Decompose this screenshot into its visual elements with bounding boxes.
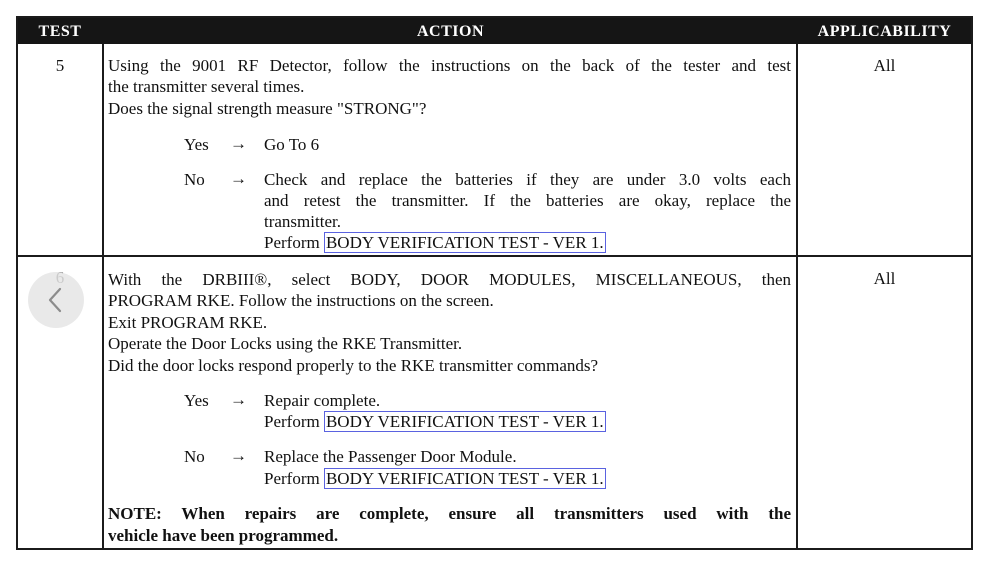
action-line: Does the signal strength measure "STRONG"? (108, 99, 427, 118)
header-action: ACTION (416, 23, 484, 40)
body-verification-test-link[interactable]: BODY VERIFICATION TEST - VER 1. (325, 233, 604, 252)
header-test: TEST (38, 23, 82, 40)
action-line: PROGRAM RKE. Follow the instructions on the screen. (108, 291, 494, 310)
perform-label: Perform (264, 233, 320, 252)
no-action-line: and retest the transmitter. If the batteries are okay, replace the (264, 191, 791, 210)
action-line: Exit PROGRAM RKE. (108, 313, 268, 332)
perform-line (264, 232, 606, 253)
table-header (18, 18, 971, 44)
arrow-icon: → (230, 446, 247, 465)
yes-label: Yes (184, 391, 209, 410)
applicability-value: All (873, 56, 896, 75)
action-line: Did the door locks respond properly to the RKE transmitter commands? (108, 356, 599, 375)
body-verification-test-link[interactable]: BODY VERIFICATION TEST - VER 1. (325, 469, 604, 488)
yes-action: Go To 6 (264, 135, 320, 154)
perform-line (264, 411, 606, 432)
arrow-icon: → (230, 390, 247, 409)
yes-label: Yes (184, 135, 209, 154)
no-action-line: Check and replace the batteries if they are under 3.0 volts each (264, 170, 791, 189)
yes-action: Repair complete. (264, 391, 381, 410)
previous-page-button[interactable] (28, 272, 84, 328)
action-line: Operate the Door Locks using the RKE Transmitter. (108, 334, 463, 353)
row-divider (18, 255, 971, 257)
note-line: vehicle have been programmed. (108, 526, 339, 545)
diagnostic-table (16, 16, 973, 550)
note-line: NOTE: When repairs are complete, ensure all transmitters used with the (108, 504, 791, 523)
body-verification-test-link[interactable]: BODY VERIFICATION TEST - VER 1. (325, 412, 604, 431)
column-divider (102, 44, 104, 550)
no-action-line: transmitter. (264, 212, 341, 231)
perform-line (264, 468, 606, 489)
arrow-icon: → (230, 169, 247, 188)
no-label: No (184, 447, 205, 466)
perform-label: Perform (264, 412, 320, 431)
header-applicability: APPLICABILITY (817, 23, 952, 40)
applicability-value: All (873, 269, 896, 288)
action-line: With the DRBIII®, select BODY, DOOR MODULES, MISCELLANEOUS, then (108, 270, 791, 289)
arrow-icon: → (230, 134, 247, 153)
action-line: Using the 9001 RF Detector, follow the instructions on the back of the tester and test (108, 56, 791, 75)
chevron-left-icon (44, 286, 68, 314)
no-action: Replace the Passenger Door Module. (264, 447, 517, 466)
no-label: No (184, 170, 205, 189)
action-line: the transmitter several times. (108, 77, 305, 96)
perform-label: Perform (264, 469, 320, 488)
test-number: 5 (55, 56, 65, 75)
column-divider (796, 44, 798, 550)
